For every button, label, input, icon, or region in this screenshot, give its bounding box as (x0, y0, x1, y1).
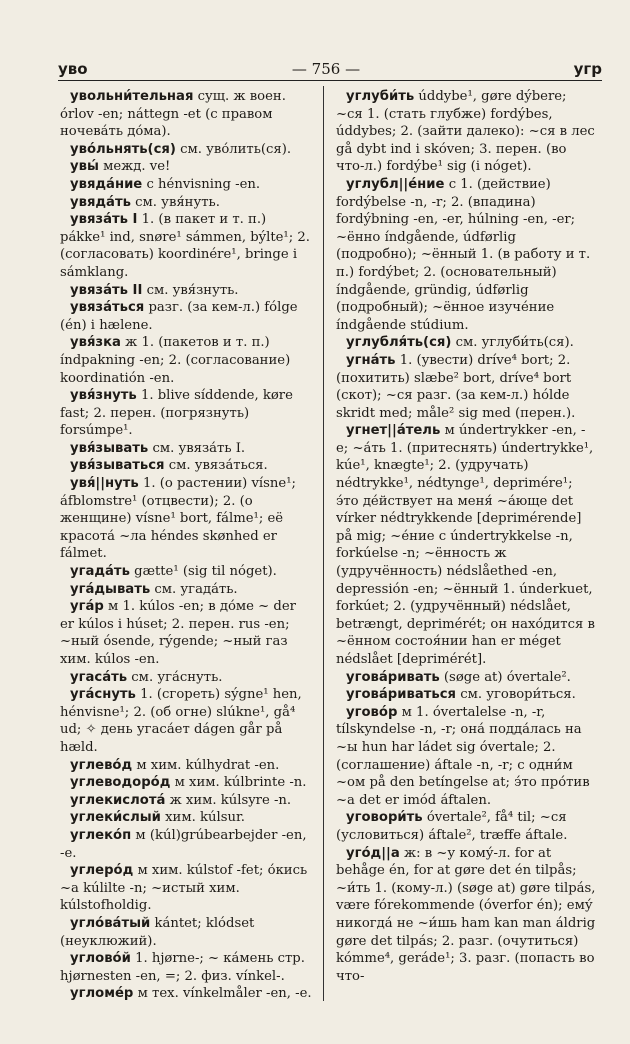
entry-headword: угова́риваться (346, 687, 456, 703)
entry-headword: увяза́ть I (70, 212, 138, 228)
entry-definition: м тех. vínkelmåler -en, -e. (137, 986, 312, 1002)
dictionary-entry (336, 845, 596, 986)
entry-definition: см. углуби́ть(ся). (455, 335, 574, 351)
dictionary-entry (60, 141, 314, 159)
entry-definition: см. увя́знуть. (146, 282, 239, 298)
entry-definition: сущ. ж воен. órlov -en; náttegn -et (с правом ночева́ть до́ма). (60, 89, 286, 140)
entry-definition: (søge at) óvertale². (443, 669, 571, 685)
entry-definition: kántet; klódset (неуклюжий). (60, 915, 255, 949)
entry-definition: 1. (увести) dríve⁴ bort; 2. (похитить) slæbe² bort, dríve⁴ bort (скот); ~ся разг. (за кем-л.) hólde skridt med; måle² sig med (перен.). (336, 352, 576, 421)
header-right-guideword: угр (573, 60, 602, 78)
entry-definition: м úndertrykker -en, -e; ~а́ть 1. (притеснять) úndertrykke¹, kúe¹, knægte¹; 2. (удручать) nédtrykke¹, nédtynge¹, deprimére¹; э́то де́йствует на меня́ ~а́юще det vírker nédtrykkende [deprimérende] på mig; ~е́ние с úndertrykkelse -n, forkúelse -n; ~ённость ж (удручённость) nédslåethed -en, depressión -en; ~ённый 1. únderkuet, forkúet; 2. (удручённый) nédslået, betrængt, deprimérét; он нахо́дится в ~ённом состоя́нии han er méget nédslået [deprimérét]. (336, 423, 595, 667)
dictionary-entry (336, 422, 596, 668)
dictionary-entry (60, 475, 314, 563)
dictionary-entry (60, 581, 314, 599)
entry-headword: угна́ть (346, 352, 396, 368)
dictionary-entry (60, 950, 314, 985)
dictionary-entry (60, 669, 314, 687)
entry-headword: уго́д||а (346, 845, 400, 861)
entry-headword: увя́зывать (70, 440, 149, 456)
entry-definition: gætte¹ (sig til nóget). (134, 564, 277, 580)
page-number: — 756 — (291, 60, 361, 78)
entry-definition: 1. blive síddende, køre fast; 2. перен. (погрязнуть) forsúmpe¹. (60, 388, 293, 439)
entry-headword: увя́знуть (70, 388, 137, 404)
entry-definition: хим. kúlsur. (165, 810, 246, 826)
entry-headword: увяза́ть II (70, 282, 143, 298)
entry-definition: ж 1. (пакетов и т. п.) índpakning -en; 2. (согласование) koordinatión -en. (60, 335, 291, 386)
dictionary-entry (60, 757, 314, 775)
entry-definition: м 1. óvertalelse -n, -r, tílskyndelse -n, -r; она́ подда́лась на ~ы hun har ládet sig óvertale; 2. (соглашение) áftale -n, -r; с одни́м ~ом på den betíngelse at; э́то про́тив ~а det er imód áftalen. (336, 704, 590, 808)
entry-definition: м 1. kúlos -en; в до́ме ~ der er kúlos i húset; 2. перен. rus -en; ~ный ósende, rýgende; ~ный газ хим. kúlos -en. (60, 599, 296, 667)
entry-definition: см. увяза́ть I. (152, 440, 246, 456)
entry-headword: уга́р (70, 599, 104, 615)
entry-definition: úddybe¹, gøre dýbere; ~ся 1. (стать глубже) fordýbes, úddybes; 2. (зайти далеко): ~ся в лес gå dybt ind i skóven; 3. перен. (во что-л.) fordýbe¹ sig (i nóget). (336, 89, 595, 175)
dictionary-entry (60, 827, 314, 862)
entry-definition: разг. (за кем-л.) fólge (én) i hælene. (60, 300, 298, 333)
entry-headword: увы́ (70, 159, 99, 175)
entry-definition: м хим. kúlbrinte -n. (174, 775, 307, 791)
entry-definition: см. уговори́ться. (460, 687, 576, 703)
entry-definition: 1. (сгореть) sýgne¹ hen, hénvisne¹; 2. (об огне) slúkne¹, gå⁴ ud; ✧ день угаса́ет dágen går på hæld. (60, 687, 302, 755)
entry-definition: м хим. kúlhydrat -en. (136, 757, 280, 773)
entry-definition: с 1. (действие) fordýbelse -n, -r; 2. (впадина) fordýbning -en, -er, húlning -en, -er; ~ённо índgående, údførlig (подробно); ~ённый 1. (в работу и т. п.) fordýbet; 2. (основательный) índgående, gründig, údførlig (подробный); ~ённое изуче́ние índgående stúdium. (336, 176, 591, 333)
entry-headword: увя́зка (70, 335, 121, 351)
entry-headword: увяда́ние (70, 176, 143, 192)
entry-headword: увяза́ться (70, 300, 145, 316)
entry-definition: межд. ve! (103, 159, 171, 175)
entry-headword: углекислота́ (70, 792, 166, 808)
dictionary-entry (336, 88, 596, 176)
dictionary-entry (60, 176, 314, 194)
entry-headword: углеки́слый (70, 810, 161, 826)
entry-headword: уга́снуть (70, 687, 136, 703)
entry-headword: уво́льнять(ся) (70, 141, 176, 157)
entry-definition: ж: в ~у кому́-л. for at behåge én, for at gøre det én tilpås; ~и́ть 1. (кому-л.) (søge at) gøre tilpás, være fórekommende (óverfor én); ему́ никогда́ не ~и́шь ham kan man áldrig gøre det tilpás; 2. разг. (очутиться) kómme⁴, geráde¹; 3. разг. (попасть во что- (336, 845, 596, 984)
dictionary-entry (336, 686, 596, 704)
entry-headword: углево́д (70, 757, 133, 773)
dictionary-entry (336, 334, 596, 352)
entry-headword: углеко́п (70, 827, 132, 843)
dictionary-entry (336, 809, 596, 844)
dictionary-entry (60, 211, 314, 281)
entry-headword: углеро́д (70, 863, 134, 879)
entry-headword: увольни́тельная (70, 89, 194, 104)
dictionary-entry (60, 792, 314, 810)
entry-headword: угло́ва́тый (70, 915, 151, 931)
dictionary-entry (60, 598, 314, 668)
entry-definition: м (kúl)grúbearbejder -en, -e. (60, 827, 307, 861)
entry-headword: угада́ть (70, 564, 130, 580)
entry-definition: см. угада́ть. (154, 581, 238, 597)
dictionary-entry (60, 457, 314, 475)
entry-headword: уга́дывать (70, 581, 151, 597)
entry-definition: óvertale², få⁴ til; ~ся (условиться) áftale², træffe áftale. (336, 810, 568, 843)
dictionary-entry (336, 176, 596, 334)
dictionary-entry (60, 440, 314, 458)
dictionary-entry (60, 686, 314, 756)
entry-headword: углуби́ть (346, 89, 415, 104)
entry-definition: см. увя́нуть. (135, 194, 220, 210)
entry-definition: см. увяза́ться. (168, 458, 268, 474)
entry-definition: см. уво́лить(ся). (180, 141, 292, 157)
entry-definition: ж хим. kúlsyre -n. (169, 792, 292, 808)
entry-headword: угово́р (346, 704, 398, 720)
dictionary-entry (60, 563, 314, 581)
entry-definition: см. уга́снуть. (131, 669, 223, 685)
dictionary-entry (60, 809, 314, 827)
entry-headword: углубля́ть(ся) (346, 335, 452, 351)
dictionary-entry (336, 669, 596, 687)
dictionary-entry (60, 299, 314, 334)
entry-headword: увя́||нуть (70, 476, 139, 492)
column-divider (323, 86, 324, 1001)
entry-headword: увя́зываться (70, 458, 165, 474)
dictionary-entry (336, 352, 596, 422)
dictionary-entry (60, 158, 314, 176)
entry-headword: углубл||е́ние (346, 176, 445, 192)
dictionary-column-left (60, 88, 314, 1003)
dictionary-entry (60, 282, 314, 300)
entry-headword: угаса́ть (70, 669, 128, 685)
entry-definition: 1. (о растении) vísne¹; áfblomstre¹ (отцвести); 2. (о женщине) vísne¹ bort, fálme¹; её красота́ ~ла héndes skønhed er fálmet. (60, 476, 296, 562)
entry-definition: 1. hjørne-; ~ ка́мень стр. hjørnesten -en, =; 2. физ. vínkel-. (60, 951, 305, 984)
dictionary-entry (60, 862, 314, 915)
dictionary-column-right (336, 88, 596, 1003)
entry-headword: угнет||а́тель (346, 423, 441, 439)
entry-definition: с hénvisning -en. (146, 176, 261, 192)
entry-headword: угова́ривать (346, 669, 440, 685)
entry-headword: угломе́р (70, 986, 134, 1002)
dictionary-entry (60, 915, 314, 950)
header-left-guideword: уво (58, 60, 88, 78)
entry-headword: увяда́ть (70, 194, 131, 210)
dictionary-entry (60, 334, 314, 387)
dictionary-entry (60, 194, 314, 212)
header-rule (58, 80, 602, 81)
entry-headword: уговори́ть (346, 810, 423, 826)
entry-headword: углеводоро́д (70, 775, 171, 791)
dictionary-entry (60, 985, 314, 1003)
dictionary-entry (60, 88, 314, 141)
page-header (50, 58, 602, 80)
entry-headword: углово́й (70, 951, 131, 967)
dictionary-entry (336, 704, 596, 810)
entry-definition: м хим. kúlstof -fet; о́кись ~а kúlilte -n; ~истый хим. kúlstofholdig. (60, 863, 308, 914)
dictionary-entry (60, 387, 314, 440)
entry-definition: 1. (в пакет и т. п.) pákke¹ ind, snøre¹ sámmen, býlte¹; 2. (согласовать) koordinére¹, bringe i sámklang. (60, 212, 310, 280)
dictionary-entry (60, 774, 314, 792)
